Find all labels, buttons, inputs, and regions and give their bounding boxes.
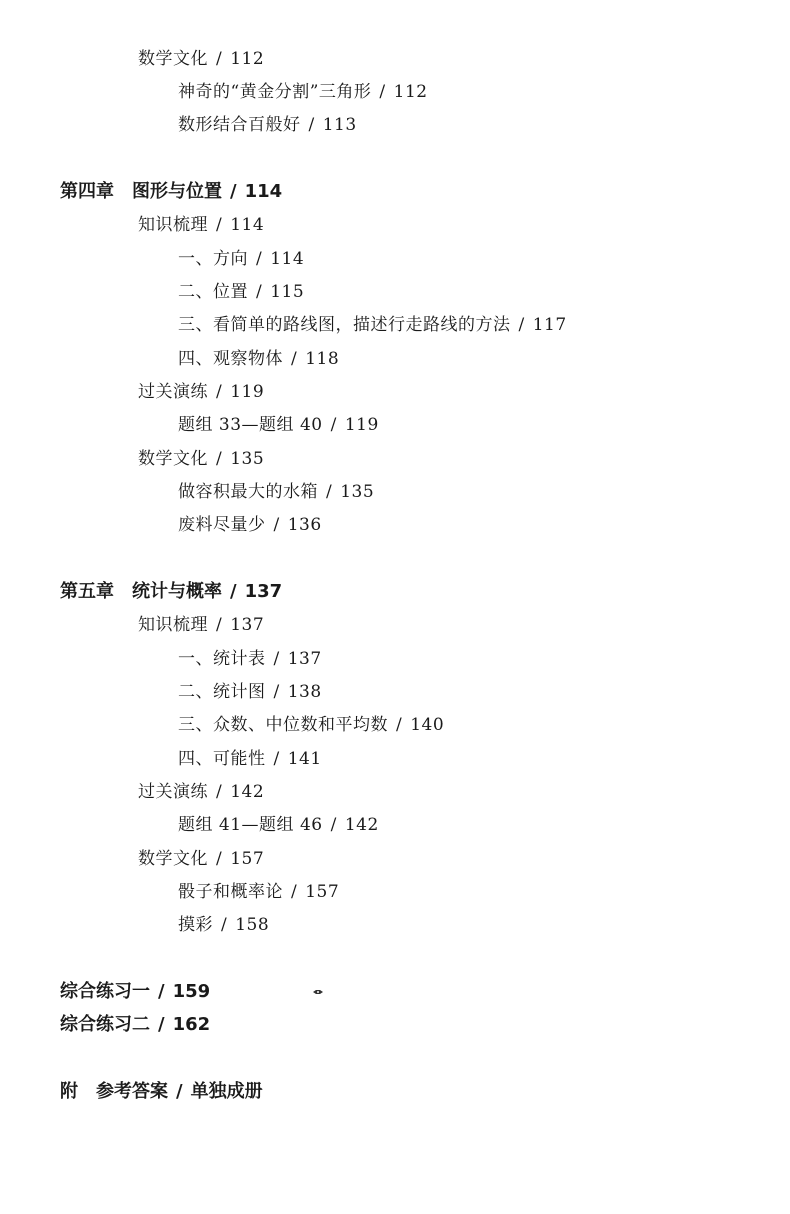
toc-entry[interactable] <box>178 880 339 904</box>
appendix-title: 参考答案 <box>96 1081 168 1102</box>
toc-appendix-heading[interactable] <box>60 1080 263 1104</box>
toc-page-number: 142 <box>344 815 379 835</box>
toc-page-number: 141 <box>287 749 322 769</box>
toc-entry[interactable] <box>178 813 379 837</box>
separator: / <box>330 815 337 835</box>
toc-page-number: 140 <box>410 715 445 735</box>
separator: / <box>308 115 315 135</box>
appendix-label: 附 <box>60 1081 78 1102</box>
toc-title: 四、可能性 <box>178 749 266 769</box>
toc-title: 神奇的“黄金分割”三角形 <box>178 82 372 102</box>
toc-title: 题组 33—题组 40 <box>178 415 323 435</box>
toc-page-number: 118 <box>305 349 340 369</box>
separator: / <box>273 682 280 702</box>
toc-page-number: 158 <box>235 915 270 935</box>
toc-page-number: 135 <box>340 482 375 502</box>
toc-entry[interactable] <box>178 247 304 271</box>
toc-entry[interactable] <box>178 280 304 304</box>
separator: / <box>518 315 525 335</box>
toc-chapter-heading[interactable] <box>60 580 282 604</box>
toc-page-number: 114 <box>244 181 283 202</box>
separator: / <box>379 82 386 102</box>
separator: / <box>221 915 228 935</box>
toc-entry[interactable] <box>178 80 428 104</box>
toc-entry[interactable] <box>178 713 444 737</box>
toc-entry[interactable] <box>178 647 322 671</box>
separator: / <box>216 849 223 869</box>
chapter-number: 第四章 <box>60 181 114 202</box>
separator: / <box>273 515 280 535</box>
toc-entry[interactable] <box>178 747 322 771</box>
toc-title: 一、方向 <box>178 249 248 269</box>
separator: / <box>256 282 263 302</box>
toc-page-number: 138 <box>287 682 322 702</box>
toc-entry[interactable] <box>178 313 567 337</box>
separator: / <box>291 349 298 369</box>
toc-page-number: 136 <box>287 515 322 535</box>
toc-entry[interactable] <box>178 913 269 937</box>
toc-title: 数形结合百般好 <box>178 115 301 135</box>
toc-section-heading[interactable] <box>60 1013 210 1037</box>
separator: / <box>273 649 280 669</box>
separator: / <box>216 782 223 802</box>
toc-page-number: 单独成册 <box>190 1081 263 1102</box>
separator: / <box>216 615 223 635</box>
toc-section-heading[interactable] <box>60 980 210 1004</box>
toc-page-number: 117 <box>532 315 567 335</box>
toc-title: 综合练习一 <box>60 981 150 1002</box>
toc-entry[interactable] <box>138 847 264 871</box>
separator: / <box>158 981 165 1002</box>
separator: / <box>230 181 237 202</box>
toc-entry[interactable] <box>138 380 264 404</box>
separator: / <box>216 215 223 235</box>
toc-page-number: 119 <box>344 415 379 435</box>
toc-chapter-heading[interactable] <box>60 180 282 204</box>
toc-title: 三、看简单的路线图，描述行走路线的方法 <box>178 315 511 335</box>
toc-page-number: 114 <box>230 215 265 235</box>
toc-title: 摸彩 <box>178 915 213 935</box>
toc-page-number: 142 <box>230 782 265 802</box>
toc-entry[interactable] <box>138 447 264 471</box>
toc-entry[interactable] <box>138 213 264 237</box>
chapter-title: 图形与位置 <box>132 181 222 202</box>
toc-entry[interactable] <box>138 780 264 804</box>
separator: / <box>176 1081 183 1102</box>
toc-page-number: 114 <box>270 249 305 269</box>
separator: / <box>396 715 403 735</box>
toc-title: 数学文化 <box>138 49 208 69</box>
separator: / <box>273 749 280 769</box>
toc-entry[interactable] <box>178 347 339 371</box>
separator: / <box>330 415 337 435</box>
chapter-number: 第五章 <box>60 581 114 602</box>
separator: / <box>216 449 223 469</box>
toc-title: 骰子和概率论 <box>178 882 283 902</box>
toc-title: 四、观察物体 <box>178 349 283 369</box>
toc-title: 知识梳理 <box>138 615 208 635</box>
toc-page-number: 157 <box>305 882 340 902</box>
toc-title: 二、统计图 <box>178 682 266 702</box>
separator: / <box>158 1014 165 1035</box>
toc-page-number: 137 <box>230 615 265 635</box>
toc-entry[interactable] <box>138 613 264 637</box>
toc-page-number: 115 <box>270 282 305 302</box>
toc-title: 知识梳理 <box>138 215 208 235</box>
toc-page-number: 137 <box>287 649 322 669</box>
separator: / <box>230 581 237 602</box>
separator: / <box>256 249 263 269</box>
toc-title: 过关演练 <box>138 782 208 802</box>
toc-title: 综合练习二 <box>60 1014 150 1035</box>
separator: / <box>326 482 333 502</box>
toc-title: 三、众数、中位数和平均数 <box>178 715 388 735</box>
toc-entry[interactable] <box>178 413 379 437</box>
chapter-title: 统计与概率 <box>132 581 222 602</box>
toc-title: 废料尽量少 <box>178 515 266 535</box>
toc-entry[interactable] <box>178 513 322 537</box>
toc-page-number: 119 <box>230 382 265 402</box>
toc-entry[interactable] <box>178 113 357 137</box>
toc-page-number: 157 <box>230 849 265 869</box>
toc-page-number: 162 <box>172 1014 211 1035</box>
separator: / <box>216 382 223 402</box>
print-speck-icon <box>312 988 324 996</box>
separator: / <box>216 49 223 69</box>
toc-title: 数学文化 <box>138 449 208 469</box>
toc-title: 二、位置 <box>178 282 248 302</box>
toc-title: 数学文化 <box>138 849 208 869</box>
toc-entry[interactable] <box>178 680 322 704</box>
toc-page-number: 112 <box>393 82 428 102</box>
toc-page-number: 135 <box>230 449 265 469</box>
toc-title: 一、统计表 <box>178 649 266 669</box>
toc-page-number: 112 <box>230 49 265 69</box>
toc-page-number: 159 <box>172 981 211 1002</box>
toc-title: 做容积最大的水箱 <box>178 482 318 502</box>
toc-page-number: 113 <box>322 115 357 135</box>
separator: / <box>291 882 298 902</box>
toc-entry[interactable] <box>178 480 374 504</box>
toc-title: 过关演练 <box>138 382 208 402</box>
toc-title: 题组 41—题组 46 <box>178 815 323 835</box>
toc-page-number: 137 <box>244 581 283 602</box>
toc-entry[interactable] <box>138 47 264 71</box>
